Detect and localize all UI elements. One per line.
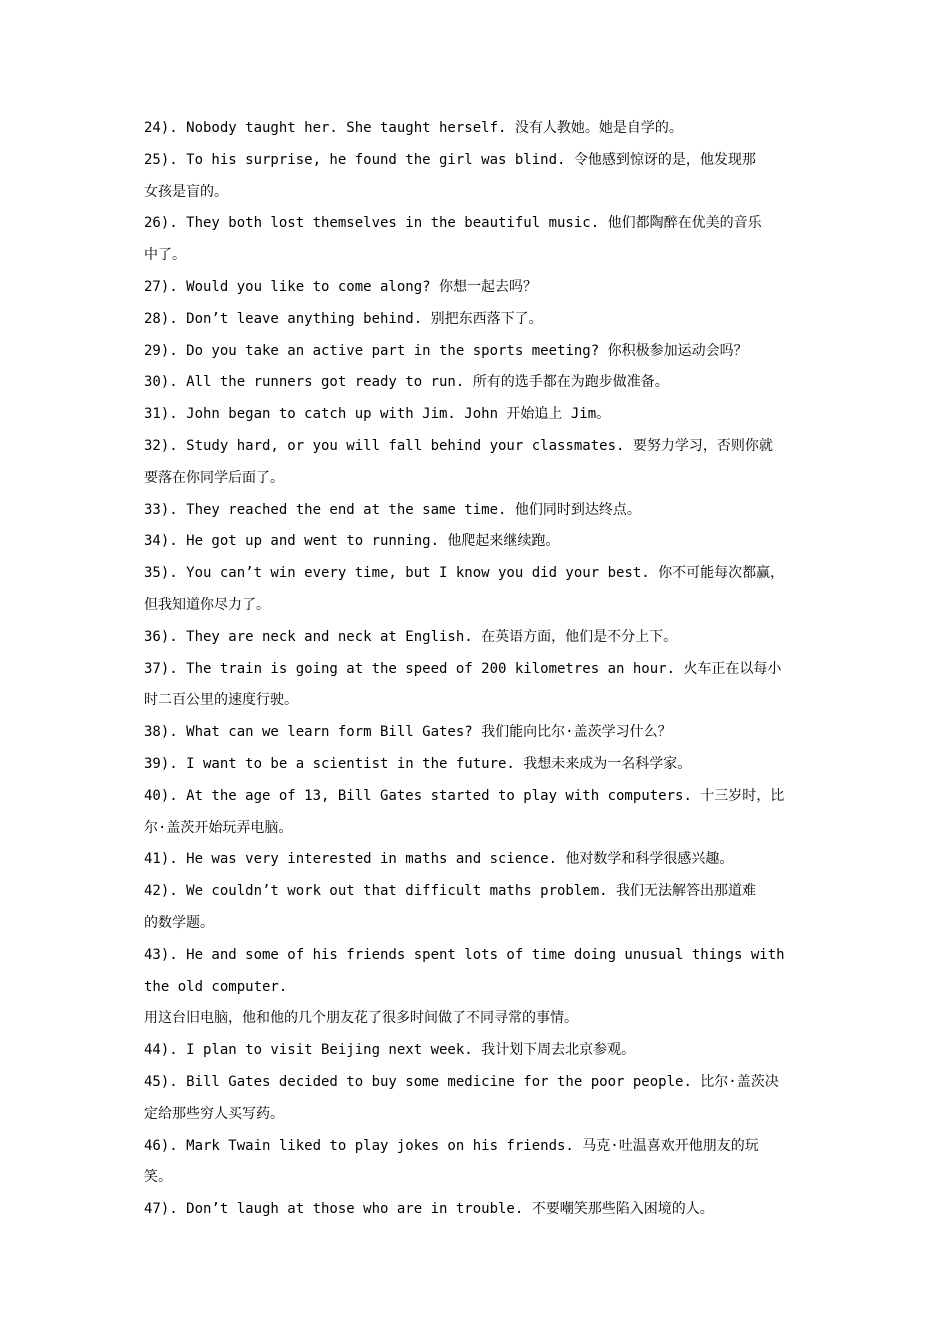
text-line: 尔·盖茨开始玩弄电脑。 [144,819,293,836]
text-line: 用这台旧电脑，他和他的几个朋友花了很多时间做了不同寻常的事情。 [144,1010,578,1027]
text-line: 44). I plan to visit Beijing next week. 我计划下周去北京参观。 [144,1042,636,1059]
text-line: 33). They reached the end at the same time. 他们同时到达终点。 [144,501,641,518]
text-line: 40). At the age of 13, Bill Gates started to play with computers. 十三岁时，比 [144,787,785,804]
text-line: 35). You can’t win every time, but I know you did your best. 你不可能每次都赢， [144,565,785,582]
text-line: 34). He got up and went to running. 他爬起来继续跑。 [144,533,560,550]
text-line: 43). He and some of his friends spent lots of time doing unusual things with [144,946,785,963]
text-line: 47). Don’t laugh at those who are in trouble. 不要嘲笑那些陷入困境的人。 [144,1201,714,1218]
text-line: 中了。 [144,247,186,264]
text-line: 41). He was very interested in maths and science. 他对数学和科学很感兴趣。 [144,851,734,868]
text-line: the old computer. [144,978,288,995]
text-line: 女孩是盲的。 [144,183,228,200]
text-line: 29). Do you take an active part in the sports meeting? 你积极参加运动会吗？ [144,342,748,359]
text-line: 26). They both lost themselves in the beautiful music. 他们都陶醉在优美的音乐 [144,215,762,232]
text-line: 37). The train is going at the speed of 200 kilometres an hour. 火车正在以每小 [144,660,782,677]
text-line: 定给那些穷人买写药。 [144,1105,284,1122]
text-line: 时二百公里的速度行驶。 [144,692,298,709]
document-page [144,113,812,1226]
text-line: 38). What can we learn form Bill Gates? 我们能向比尔·盖茨学习什么？ [144,724,672,741]
text-line: 46). Mark Twain liked to play jokes on his friends. 马克·吐温喜欢开他朋友的玩 [144,1137,759,1154]
text-line: 36). They are neck and neck at English. 在英语方面，他们是不分上下。 [144,628,678,645]
text-line: 24). Nobody taught her. She taught herself. 没有人教她。她是自学的。 [144,120,683,136]
text-line: 笑。 [144,1169,172,1186]
text-line: 但我知道你尽力了。 [144,596,270,613]
text-line: 45). Bill Gates decided to buy some medicine for the poor people. 比尔·盖茨决 [144,1073,779,1090]
text-line: 30). All the runners got ready to run. 所有的选手都在为跑步做准备。 [144,374,669,391]
text-line: 27). Would you like to come along? 你想一起去吗？ [144,278,538,295]
text-line: 42). We couldn’t work out that difficult maths problem. 我们无法解答出那道难 [144,883,757,900]
text-line: 31). John began to catch up with Jim. John 开始追上 Jim。 [144,406,611,423]
text-line: 的数学题。 [144,914,214,931]
text-line: 25). To his surprise, he found the girl was blind. 令他感到惊讶的是，他发现那 [144,151,756,168]
text-line: 39). I want to be a scientist in the future. 我想未来成为一名科学家。 [144,755,692,772]
text-line: 32). Study hard, or you will fall behind your classmates. 要努力学习，否则你就 [144,437,773,454]
text-line: 28). Don’t leave anything behind. 别把东西落下了。 [144,310,543,327]
text-line: 要落在你同学后面了。 [144,469,284,486]
